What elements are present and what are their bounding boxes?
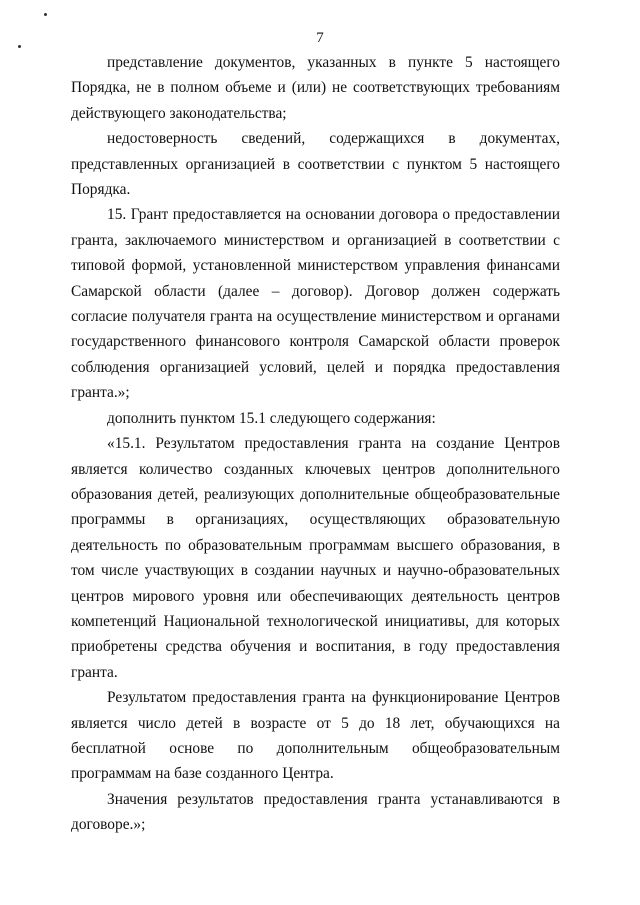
scan-speck	[44, 13, 47, 16]
paragraph: «15.1. Результатом предоставления гранта на создание Центров является количество созданных ключевых центров дополнительного образования детей, реализующих дополнительные общеобразовательные программы в организациях, осуществляющих образовательную деятельность по образовательным программам высшего образования, в том числе участвующих в создании научных и научно-образовательных центров мирового уровня или обеспечивающих деятельность центров компетенций Национальной технологической инициативы, для которых приобретены средства обучения и воспитания, в году предоставления гранта.	[71, 435, 560, 681]
paragraph: дополнить пунктом 15.1 следующего содержания:	[107, 409, 436, 427]
paragraph: Значения результатов предоставления гранта устанавливаются в договоре.»;	[71, 790, 560, 834]
paragraph: 15. Грант предоставляется на основании договора о предоставлении гранта, заключаемого министерством и организацией в соответствии с типовой формой, установленной министерством управления финансами Самарской области (далее – договор). Договор должен содержать согласие получателя гранта на осуществление министерством и органами государственного финансового контроля Самарской области проверок соблюдения организацией условий, целей и порядка предоставления гранта.»;	[71, 206, 560, 402]
paragraph: недостоверность сведений, содержащихся в документах, представленных организацией в соответствии с пунктом 5 настоящего Порядка.	[71, 130, 560, 199]
document-body	[71, 50, 560, 838]
paragraph: представление документов, указанных в пункте 5 настоящего Порядка, не в полном объеме и (или) не соответствующих требованиям действующего законодательства;	[71, 54, 560, 122]
paragraph: Результатом предоставления гранта на функционирование Центров является число детей в возрасте от 5 до 18 лет, обучающихся на бесплатной основе по дополнительным общеобразовательным программам на базе созданного Центра.	[71, 689, 560, 783]
page-number: 7	[316, 30, 324, 46]
